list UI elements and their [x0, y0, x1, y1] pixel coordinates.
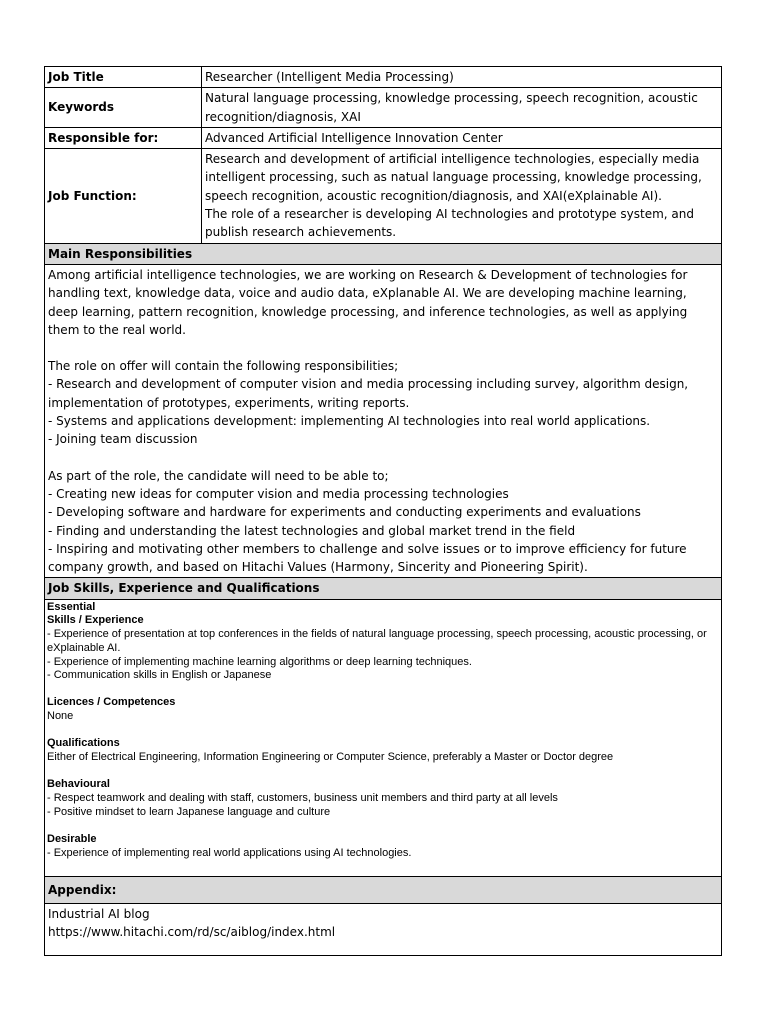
appendix-body-row: [45, 903, 722, 956]
list-item: - Experience of implementing machine learning algorithms or deep learning techniques.: [47, 655, 472, 668]
responsible-value: Advanced Artificial Intelligence Innovation Center: [202, 127, 722, 148]
list-item: - Communication skills in English or Japanese: [47, 669, 272, 682]
qualifications-heading: Qualifications: [47, 737, 120, 750]
responsible-label: Responsible for:: [45, 127, 202, 148]
list-item: - Systems and applications development: implementing AI technologies into real world applications.: [48, 414, 651, 429]
behavioural-heading: Behavioural: [47, 778, 110, 791]
main-responsibilities-heading: Main Responsibilities: [45, 243, 722, 264]
main-responsibilities-header-row: [45, 243, 722, 264]
main-responsibilities-body: [45, 264, 722, 577]
appendix-blog-url: https://www.hitachi.com/rd/sc/aiblog/index.html: [48, 925, 336, 940]
essential-heading: Essential: [47, 600, 96, 613]
list-item: - Joining team discussion: [48, 432, 198, 447]
skills-header-row: [45, 578, 722, 599]
role-intro: The role on offer will contain the following responsibilities;: [48, 359, 399, 374]
main-responsibilities-body-row: [45, 264, 722, 577]
skills-body-row: [45, 599, 722, 876]
job-function-label: Job Function:: [45, 149, 202, 243]
list-item: - Positive mindset to learn Japanese language and culture: [47, 805, 331, 818]
main-intro: Among artificial intelligence technologies, we are working on Research & Development of technologies for handling text, knowledge data, voice and audio data, eXplanable AI. We are developing machine learning, deep learning, pattern recognition, knowledge processing, and inference technologies, as well as applying them to the real world.: [48, 267, 688, 337]
list-item: - Experience of presentation at top conferences in the fields of natural language processing, speech processing, acoustic processing, or eXplainable AI.: [47, 628, 707, 654]
keywords-row: [45, 88, 722, 128]
licences-heading: Licences / Competences: [47, 696, 176, 709]
list-item: - Experience of implementing real world applications using AI technologies.: [47, 846, 412, 859]
job-function-line: Research and development of artificial intelligence technologies, especially media intelligent processing, such as natual language processing, knowledge processing, speech recognition, acoustic recognition/diagnosis, and XAI(eXplainable AI).: [205, 152, 702, 203]
list-item: - Developing software and hardware for experiments and conducting experiments and evaluations: [48, 505, 641, 520]
list-item: - Creating new ideas for computer vision and media processing technologies: [48, 486, 509, 501]
keywords-label: Keywords: [45, 88, 202, 128]
job-description-document: [44, 66, 722, 956]
list-item: - Research and development of computer vision and media processing including survey, algorithm design, implementation of prototypes, experiments, writing reports.: [48, 377, 689, 410]
able-intro: As part of the role, the candidate will need to be able to;: [48, 468, 389, 483]
licences-value: None: [47, 710, 74, 723]
job-function-row: [45, 149, 722, 243]
qualifications-value: Either of Electrical Engineering, Information Engineering or Computer Science, preferably a Master or Doctor degree: [47, 751, 614, 764]
skills-experience-heading: Skills / Experience: [47, 614, 144, 627]
responsible-row: [45, 127, 722, 148]
list-item: - Inspiring and motivating other members to challenge and solve issues or to improve efficiency for future company growth, and based on Hitachi Values (Harmony, Sincerity and Pioneering Spirit).: [48, 541, 687, 575]
appendix-blog-title: Industrial AI blog: [48, 906, 150, 921]
job-description-table: [44, 66, 722, 956]
job-function-line: The role of a researcher is developing AI technologies and prototype system, and publish research achievements.: [205, 207, 694, 240]
job-title-value: Researcher (Intelligent Media Processing): [202, 67, 722, 88]
skills-heading: Job Skills, Experience and Qualifications: [45, 578, 722, 599]
job-title-row: [45, 67, 722, 88]
desirable-heading: Desirable: [47, 832, 97, 845]
skills-body: [45, 599, 722, 876]
list-item: - Finding and understanding the latest technologies and global market trend in the field: [48, 523, 576, 538]
job-title-label: Job Title: [45, 67, 202, 88]
appendix-heading: Appendix:: [45, 876, 722, 903]
appendix-body: [45, 903, 722, 956]
list-item: - Respect teamwork and dealing with staff, customers, business unit members and third party at all levels: [47, 791, 558, 804]
keywords-value: Natural language processing, knowledge processing, speech recognition, acoustic recognition/diagnosis, XAI: [202, 88, 722, 128]
appendix-header-row: [45, 876, 722, 903]
job-function-value: [202, 149, 722, 243]
